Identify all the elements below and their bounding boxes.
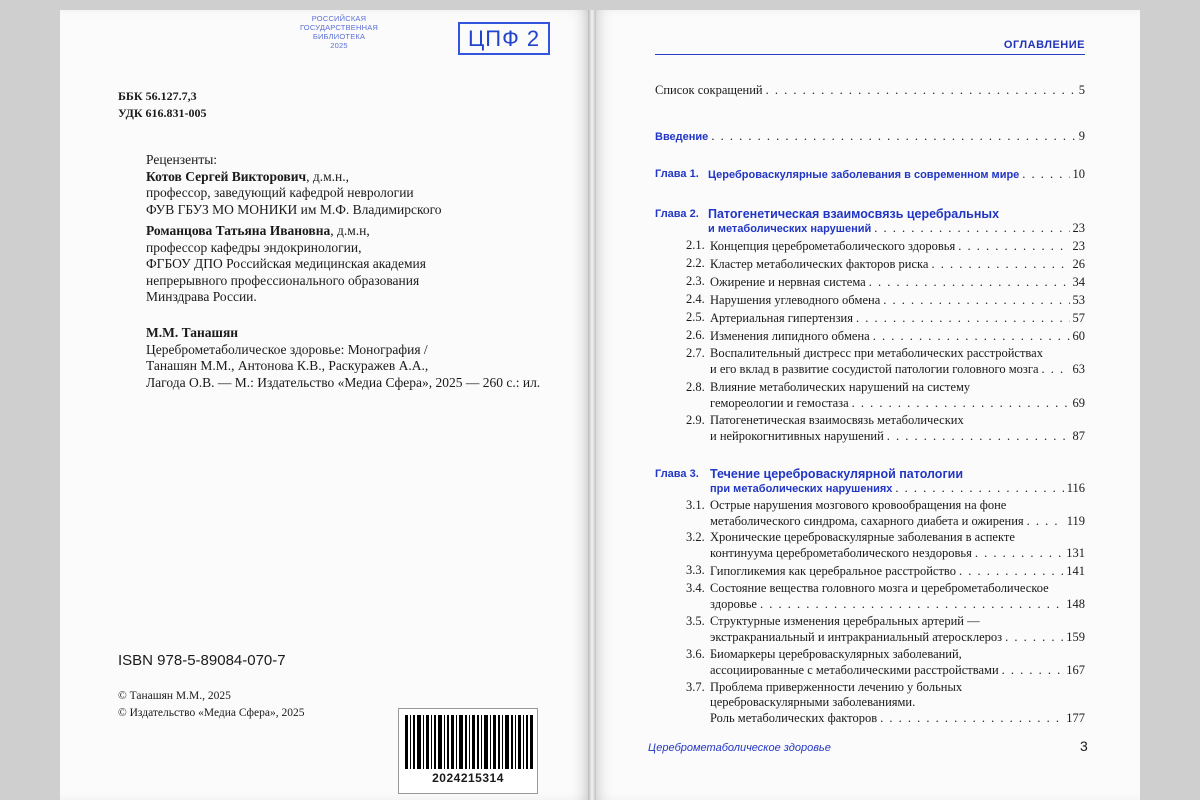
library-stamp-line: ГОСУДАРСТВЕННАЯ xyxy=(299,23,379,32)
toc-entry-section xyxy=(710,662,1085,678)
toc-entry-section xyxy=(710,513,1085,529)
toc-entry-section xyxy=(710,274,1085,290)
toc-entry-section xyxy=(710,395,1085,411)
toc-entry-title: при метаболических нарушениях xyxy=(710,483,893,495)
toc-entry-page: 131 xyxy=(1066,546,1085,560)
toc-entry-chapter-2 xyxy=(708,220,1085,237)
toc-entry-page: 167 xyxy=(1066,663,1085,677)
barcode-icon xyxy=(405,715,533,769)
toc-entry-title-line: Биомаркеры цереброваскулярных заболеваний, xyxy=(710,647,962,661)
toc-entry-title: Концепция цереброметаболического здоровья xyxy=(710,239,956,253)
toc-entry-title-line: Влияние метаболических нарушений на систему xyxy=(710,380,971,394)
toc-entry-title-line: цереброваскулярными заболеваниями. xyxy=(710,695,916,709)
toc-entry-title-line: Острые нарушения мозгового кровообращения на фоне xyxy=(710,498,1007,512)
chapter-2-label: Глава 2. xyxy=(655,208,699,220)
toc-entry-section xyxy=(710,629,1085,645)
section-number: 2.3. xyxy=(686,274,705,288)
toc-entry-section xyxy=(710,361,1085,377)
copyright-block xyxy=(118,688,304,722)
toc-entry-page: 57 xyxy=(1072,311,1085,325)
section-number: 3.3. xyxy=(686,563,705,577)
toc-entry-title: Цереброваскулярные заболевания в современном мире xyxy=(708,169,1020,181)
section-number: 2.2. xyxy=(686,256,705,270)
toc-entry-page: 116 xyxy=(1066,481,1085,495)
toc-entry-section xyxy=(710,238,1085,254)
udk-code: УДК 616.831-005 xyxy=(118,106,207,120)
chapter-3-label: Глава 3. xyxy=(655,468,699,480)
reviewer-2-line: Минздрава России. xyxy=(146,289,257,304)
toc-entry-page: 177 xyxy=(1066,711,1085,725)
toc-entry-title: здоровье xyxy=(710,597,757,611)
toc-entry-title: Роль метаболических факторов xyxy=(710,711,878,725)
toc-entry-page: 9 xyxy=(1078,129,1085,143)
book-author: М.М. Танашян xyxy=(146,325,239,340)
toc-entry-page: 148 xyxy=(1066,597,1085,611)
book-record-line: Лагода О.В. — М.: Издательство «Медиа Сфера», 2025 — 260 с.: ил. xyxy=(146,374,541,390)
toc-entry-page: 34 xyxy=(1072,275,1085,289)
toc-entry-chapter-3 xyxy=(710,480,1085,497)
toc-entry-title: и метаболических нарушений xyxy=(708,223,872,235)
toc-entry-section xyxy=(710,710,1085,726)
reviewer-2 xyxy=(146,223,442,240)
reviewer-2-name: Романцова Татьяна Ивановна xyxy=(146,223,331,238)
toc-entry-section xyxy=(710,596,1085,612)
toc-entry-title: Изменения липидного обмена xyxy=(710,329,870,343)
chapter-2-title: Патогенетическая взаимосвязь церебральных xyxy=(708,207,1000,221)
toc-entry-page: 10 xyxy=(1072,167,1085,181)
toc-entry-chapter-1 xyxy=(708,166,1085,183)
chapter-3-title: Течение цереброваскулярной патологии xyxy=(710,467,964,481)
section-number: 3.2. xyxy=(686,530,705,544)
toc-entry-title-line: Хронические цереброваскулярные заболевания в аспекте xyxy=(710,530,1015,544)
library-stamp xyxy=(286,14,392,50)
running-footer-title: Цереброметаболическое здоровье xyxy=(648,742,831,754)
section-number: 3.6. xyxy=(686,647,705,661)
toc-entry-page: 63 xyxy=(1072,362,1085,376)
chapter-1-label: Глава 1. xyxy=(655,168,699,180)
reviewer-1-degree: , д.м.н., xyxy=(306,168,349,184)
toc-entry-title: метаболического синдрома, сахарного диабета и ожирения xyxy=(710,514,1024,528)
toc-entry-title: гемореологии и гемостаза xyxy=(710,396,849,410)
reviewers-label: Рецензенты: xyxy=(146,152,218,167)
toc-entry-section xyxy=(710,328,1085,344)
toc-entry-title: ассоциированные с метаболическими расстройствами xyxy=(710,663,999,677)
toc-entry-section xyxy=(710,545,1085,561)
reviewer-1-name: Котов Сергей Викторович xyxy=(146,168,307,184)
toc-entry-title-line: Патогенетическая взаимосвязь метаболических xyxy=(710,413,964,427)
toc-entry-title: Введение xyxy=(655,131,709,143)
section-number: 3.1. xyxy=(686,498,705,512)
toc-entry-section xyxy=(710,292,1085,308)
book-record-line: Цереброметаболическое здоровье: Монография / xyxy=(146,341,428,357)
toc-entry-title: Гипогликемия как церебральное расстройство xyxy=(710,564,956,578)
toc-entry-title: и его вклад в развитие сосудистой патологии головного мозга xyxy=(710,362,1039,376)
toc-entry-page: 159 xyxy=(1066,630,1085,644)
toc-entry-title: континуума цереброметаболического нездоровья xyxy=(710,546,972,560)
section-number: 2.6. xyxy=(686,328,705,342)
library-stamp-line: РОССИЙСКАЯ xyxy=(311,14,367,23)
section-number: 2.4. xyxy=(686,292,705,306)
toc-entry-section xyxy=(710,563,1085,579)
toc-entry-title: экстракраниальный и интракраниальный атеросклероз xyxy=(710,630,1003,644)
copyright-line: © Издательство «Медиа Сфера», 2025 xyxy=(118,707,305,719)
library-stamp-line: 2025 xyxy=(330,41,348,50)
section-number: 3.7. xyxy=(686,680,705,694)
bbk-code: ББК 56.127.7,3 xyxy=(118,89,197,103)
toc-entry-section xyxy=(710,256,1085,272)
isbn: ISBN 978-5-89084-070-7 xyxy=(118,652,286,669)
toc-entry-title: и нейрокогнитивных нарушений xyxy=(710,429,884,443)
toc-entry-page: 53 xyxy=(1072,293,1085,307)
toc-entry-title-line: Воспалительный дистресс при метаболических расстройствах xyxy=(710,346,1043,360)
reviewers-block xyxy=(146,152,442,306)
toc-entry-title: Нарушения углеводного обмена xyxy=(710,293,881,307)
toc-entry-abbreviations xyxy=(655,82,1085,98)
toc-header: ОГЛАВЛЕНИЕ xyxy=(655,39,1085,55)
section-number: 2.1. xyxy=(686,238,705,252)
book-record-line: Танашян М.М., Антонова К.В., Раскуражев А.А., xyxy=(146,358,429,373)
toc-entry-title-line: Состояние вещества головного мозга и цереброметаболическое xyxy=(710,581,1049,595)
barcode-label xyxy=(398,708,538,794)
toc-entry-page: 119 xyxy=(1066,514,1085,528)
bibliographic-record xyxy=(146,325,540,391)
toc-entry-page: 60 xyxy=(1072,329,1085,343)
toc-entry-page: 5 xyxy=(1078,83,1085,97)
section-number: 2.5. xyxy=(686,310,705,324)
reviewer-2-line: непрерывного профессионального образования xyxy=(146,272,420,288)
toc-entry-title: Кластер метаболических факторов риска xyxy=(710,257,929,271)
cpf-stamp: ЦПФ 2 xyxy=(458,22,550,55)
reviewer-1-line: профессор, заведующий кафедрой неврологии xyxy=(146,185,414,200)
section-number: 2.9. xyxy=(686,413,705,427)
toc-entry-section xyxy=(710,310,1085,326)
section-number: 2.8. xyxy=(686,380,705,394)
reviewer-2-degree: , д.м.н, xyxy=(330,223,370,238)
section-number: 2.7. xyxy=(686,346,705,360)
toc-entry-page: 87 xyxy=(1072,429,1085,443)
reviewer-1-line: ФУВ ГБУЗ МО МОНИКИ им М.Ф. Владимирского xyxy=(146,201,442,217)
toc-entry-page: 23 xyxy=(1072,239,1085,253)
toc-entry-section xyxy=(710,428,1085,444)
reviewer-2-line: профессор кафедры эндокринологии, xyxy=(146,239,362,255)
section-number: 3.4. xyxy=(686,581,705,595)
toc-entry-page: 141 xyxy=(1066,564,1085,578)
reviewer-1 xyxy=(146,169,442,186)
toc-entry-title: Список сокращений xyxy=(655,83,763,97)
toc-entry-title-line: Проблема приверженности лечению у больных xyxy=(710,680,963,694)
barcode-number: 2024215314 xyxy=(432,771,504,785)
classification-codes xyxy=(118,88,207,122)
book-gutter xyxy=(588,10,596,800)
toc-entry-page: 26 xyxy=(1072,257,1085,271)
toc-entry-title: Ожирение и нервная система xyxy=(710,275,866,289)
toc-entry-title: Артериальная гипертензия xyxy=(710,311,853,325)
reviewer-2-line: ФГБОУ ДПО Российская медицинская академия xyxy=(146,256,426,271)
left-page xyxy=(60,10,592,800)
toc-entry-title-line: Структурные изменения церебральных артерий — xyxy=(710,614,980,628)
toc-entry-page: 23 xyxy=(1072,221,1085,235)
section-number: 3.5. xyxy=(686,614,705,628)
page-number: 3 xyxy=(1080,738,1088,754)
library-stamp-line: БИБЛИОТЕКА xyxy=(312,32,366,41)
copyright-line: © Танашян М.М., 2025 xyxy=(118,690,231,702)
toc-entry-introduction xyxy=(655,128,1085,145)
toc-entry-page: 69 xyxy=(1072,396,1085,410)
